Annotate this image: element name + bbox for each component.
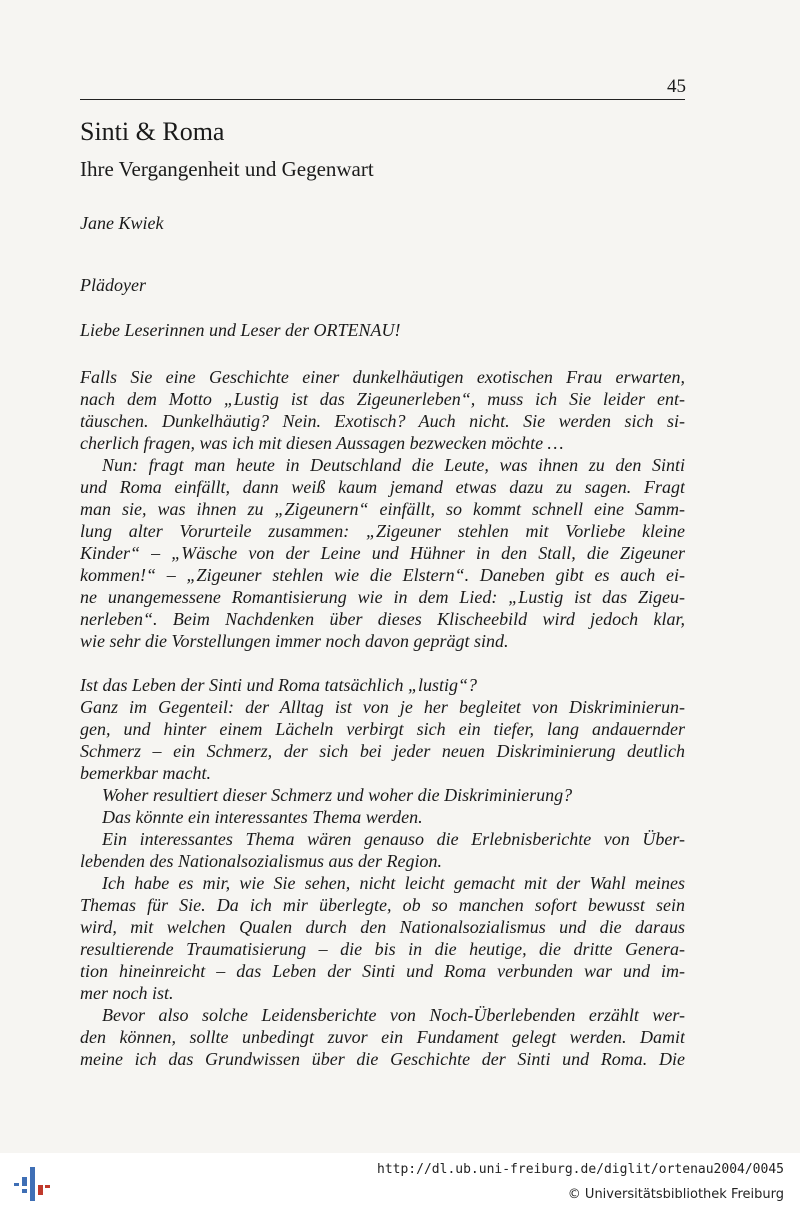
article-title: Sinti & Roma bbox=[80, 117, 225, 146]
body-line: man sie, was ihnen zu „Zigeunern“ einfällt, so kommt schnell eine Samm- bbox=[80, 499, 685, 519]
body-line: lung alter Vorurteile zusammen: „Zigeuner stehlen mit Vorliebe kleine bbox=[80, 521, 685, 541]
body-line: nerleben“. Beim Nachdenken über dieses Klischeebild wird jedoch klar, bbox=[80, 609, 685, 629]
body-line: Falls Sie eine Geschichte einer dunkelhäutigen exotischen Frau erwarten, bbox=[80, 367, 685, 387]
body-line: Das könnte ein interessantes Thema werden. bbox=[102, 807, 423, 827]
permalink-url[interactable]: http://dl.ub.uni-freiburg.de/diglit/ortenau2004/0045 bbox=[377, 1162, 784, 1177]
body-line: ne unangemessene Romantisierung wie in dem Lied: „Lustig ist das Zigeu- bbox=[80, 587, 685, 607]
body-line: bemerkbar macht. bbox=[80, 763, 211, 783]
body-line: tion hineinreicht – das Leben der Sinti und Roma verbunden war und im- bbox=[80, 961, 685, 981]
body-line: Bevor also solche Leidensberichte von Noch-Überlebenden erzählt wer- bbox=[102, 1005, 685, 1025]
article-subtitle: Ihre Vergangenheit und Gegenwart bbox=[80, 157, 374, 181]
body-line: gen, und hinter einem Lächeln verbirgt sich ein tiefer, lang andauernder bbox=[80, 719, 685, 739]
body-line: kommen!“ – „Zigeuner stehlen wie die Elstern“. Daneben gibt es auch ei- bbox=[80, 565, 685, 585]
body-line: Woher resultiert dieser Schmerz und woher die Diskriminierung? bbox=[102, 785, 573, 805]
body-line: Ein interessantes Thema wären genauso die Erlebnisberichte von Über- bbox=[102, 829, 685, 849]
body-line: wird, mit welchen Qualen durch den Nationalsozialismus und die daraus bbox=[80, 917, 685, 937]
body-line: meine ich das Grundwissen über die Geschichte der Sinti und Roma. Die bbox=[80, 1049, 685, 1069]
body-line: Nun: fragt man heute in Deutschland die Leute, was ihnen zu den Sinti bbox=[102, 455, 685, 475]
library-logo-icon bbox=[12, 1163, 52, 1205]
body-line: Themas für Sie. Da ich mir überlegte, ob so manchen sofort bewusst sein bbox=[80, 895, 685, 915]
header-rule bbox=[80, 99, 685, 100]
body-line: nach dem Motto „Lustig ist das Zigeunerleben“, muss ich Sie leider ent- bbox=[80, 389, 685, 409]
body-line: Kinder“ – „Wäsche von der Leine und Hühner in den Stall, die Zigeuner bbox=[80, 543, 685, 563]
body-line: Ganz im Gegenteil: der Alltag ist von je her begleitet von Diskriminierun- bbox=[80, 697, 685, 717]
body-line: cherlich fragen, was ich mit diesen Aussagen bezwecken möchte … bbox=[80, 433, 564, 453]
body-line: Schmerz – ein Schmerz, der sich bei jeder neuen Diskriminierung deutlich bbox=[80, 741, 685, 761]
section-heading: Plädoyer bbox=[80, 275, 146, 295]
body-line: wie sehr die Vorstellungen immer noch davon geprägt sind. bbox=[80, 631, 509, 651]
body-line: Ist das Leben der Sinti und Roma tatsächlich „lustig“? bbox=[80, 675, 478, 695]
body-line: und Roma einfällt, dann weiß kaum jemand etwas dazu zu sagen. Fragt bbox=[80, 477, 685, 497]
body-line: täuschen. Dunkelhäutig? Nein. Exotisch? Auch nicht. Sie werden sich si- bbox=[80, 411, 685, 431]
salutation: Liebe Leserinnen und Leser der ORTENAU! bbox=[80, 320, 401, 340]
copyright-notice: © Universitätsbibliothek Freiburg bbox=[567, 1187, 784, 1202]
body-line: resultierende Traumatisierung – die bis in die heutige, die dritte Genera- bbox=[80, 939, 685, 959]
body-line: Ich habe es mir, wie Sie sehen, nicht leicht gemacht mit der Wahl meines bbox=[102, 873, 685, 893]
body-line: den können, sollte unbedingt zuvor ein Fundament gelegt werden. Damit bbox=[80, 1027, 685, 1047]
page-number: 45 bbox=[667, 76, 686, 97]
body-line: mer noch ist. bbox=[80, 983, 174, 1003]
body-line: lebenden des Nationalsozialismus aus der Region. bbox=[80, 851, 442, 871]
author-name: Jane Kwiek bbox=[80, 213, 164, 233]
